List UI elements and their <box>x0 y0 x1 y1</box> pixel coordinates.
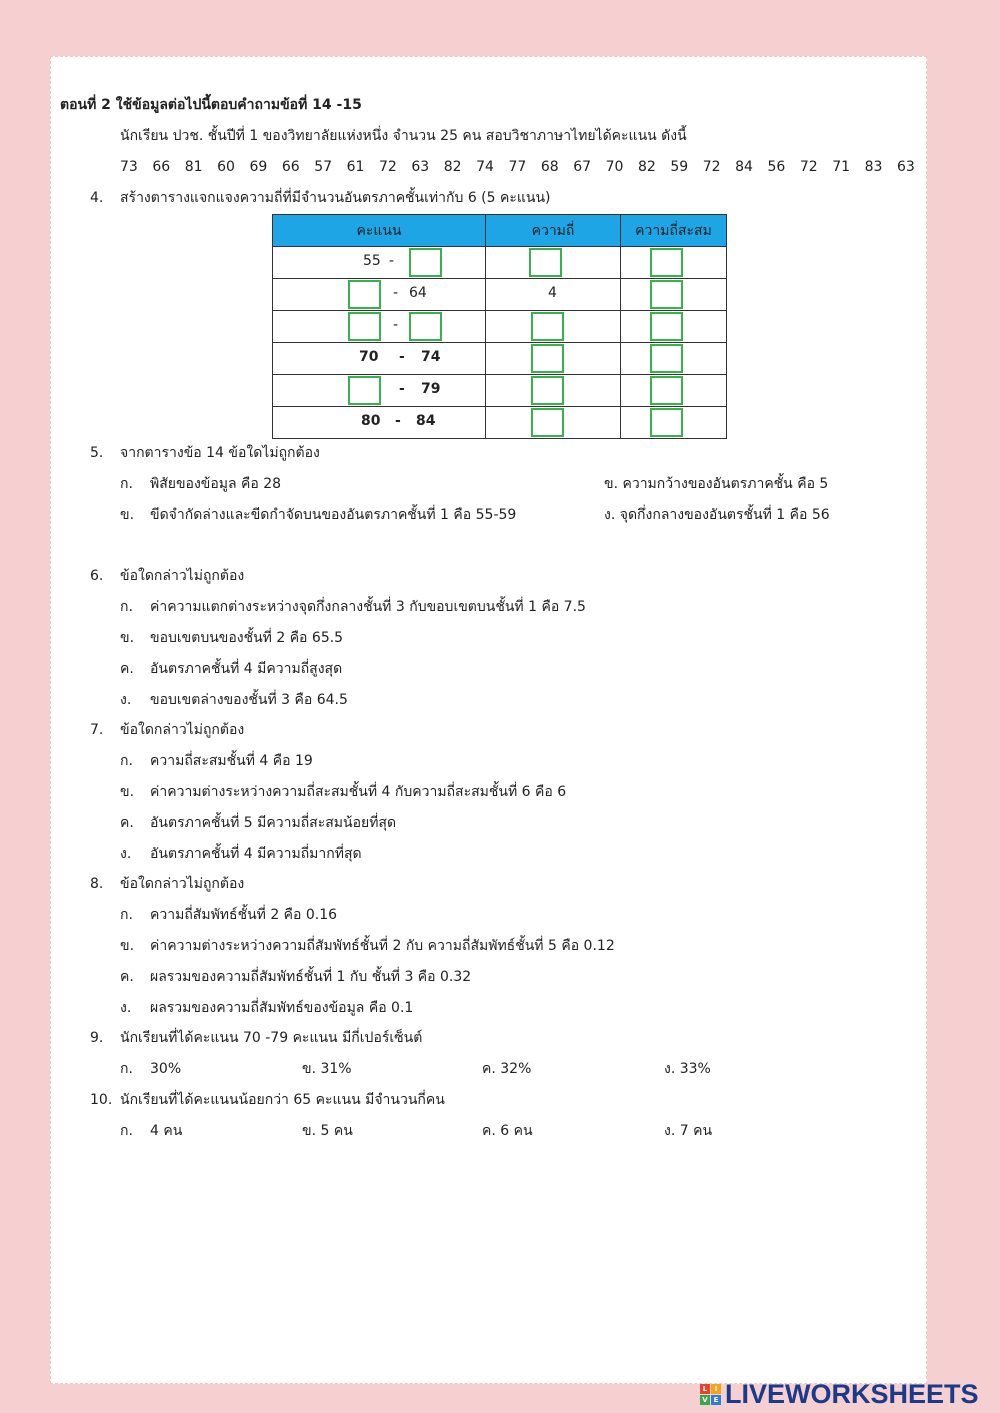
logo-block: E <box>711 1395 721 1405</box>
option-letter: ข. <box>120 938 135 954</box>
score-value: 66 <box>281 159 300 175</box>
answer-input-box[interactable] <box>650 344 683 373</box>
score-value: 83 <box>864 159 883 175</box>
option-letter: ก. <box>120 599 133 615</box>
logo-block: L <box>700 1384 710 1394</box>
table-row <box>273 407 727 439</box>
option-text: ง. 7 คน <box>664 1123 713 1139</box>
score-value: 72 <box>379 159 397 175</box>
option-letter: ค. <box>120 969 134 985</box>
answer-input-box[interactable] <box>650 280 683 309</box>
question-number: 6. <box>90 568 104 584</box>
section-title: ตอนที่ 2 ใช้ข้อมูลต่อไปนี้ตอบคำถามข้อที่ 14 -15 <box>60 97 362 113</box>
score-value: 60 <box>217 159 235 175</box>
answer-input-box[interactable] <box>531 408 564 437</box>
table-row <box>273 343 727 375</box>
score-value: 81 <box>184 159 203 175</box>
answer-input-box[interactable] <box>650 312 683 341</box>
option-letter: ข. <box>120 784 135 800</box>
question-text: ข้อใดกล่าวไม่ถูกต้อง <box>120 722 245 738</box>
option-text: ค่าความต่างระหว่างความถี่สะสมชั้นที่ 4 กับความถี่สะสมชั้นที่ 6 คือ 6 <box>150 784 567 800</box>
answer-input-box[interactable] <box>531 344 564 373</box>
table-row <box>273 247 727 279</box>
class-lower-value: 70 <box>359 349 379 365</box>
answer-input-box[interactable] <box>348 312 381 341</box>
class-upper-value: 74 <box>421 349 441 365</box>
question-text: นักเรียนที่ได้คะแนนน้อยกว่า 65 คะแนน มีจำนวนกี่คน <box>120 1092 445 1108</box>
class-dash: - <box>393 317 399 333</box>
answer-input-box[interactable] <box>409 248 442 277</box>
answer-input-box[interactable] <box>650 408 683 437</box>
question-text: จากตารางข้อ 14 ข้อใดไม่ถูกต้อง <box>120 445 320 461</box>
option-letter: ก. <box>120 753 133 769</box>
option-text: อันตรภาคชั้นที่ 5 มีความถี่สะสมน้อยที่สุด <box>150 815 397 831</box>
table-row <box>273 279 727 311</box>
option-letter: ง. <box>120 846 132 862</box>
answer-input-box[interactable] <box>348 376 381 405</box>
option-text: ขีดจำกัดล่างและขีดกำจัดบนของอันตรภาคชั้นที่ 1 คือ 55-59 <box>150 507 517 523</box>
score-value: 77 <box>508 159 527 175</box>
score-value: 59 <box>670 159 689 175</box>
liveworksheets-logo <box>700 1378 979 1410</box>
intro-text: นักเรียน ปวช. ชั้นปีที่ 1 ของวิทยาลัยแห่งหนึ่ง จำนวน 25 คน สอบวิชาภาษาไทยได้คะแนน ดังนี้ <box>120 128 687 144</box>
score-value: 84 <box>735 159 753 175</box>
class-upper-value: 84 <box>416 413 436 429</box>
option-text: ค่าความแตกต่างระหว่างจุดกึ่งกลางชั้นที่ 3 กับขอบเขตบนชั้นที่ 1 คือ 7.5 <box>150 599 586 615</box>
option-letter: ข. <box>120 507 135 523</box>
logo-block: I <box>711 1384 721 1394</box>
option-letter: ค. <box>120 815 134 831</box>
option-text: ค. 6 คน <box>482 1123 533 1139</box>
option-text: ขอบเขตล่างของชั้นที่ 3 คือ 64.5 <box>150 692 348 708</box>
question-text: นักเรียนที่ได้คะแนน 70 -79 คะแนน มีกี่เปอร์เซ็นต์ <box>120 1030 423 1046</box>
answer-input-box[interactable] <box>348 280 381 309</box>
option-text: ขอบเขตบนของชั้นที่ 2 คือ 65.5 <box>150 630 344 646</box>
score-value: 82 <box>638 159 656 175</box>
option-text: ข. 31% <box>302 1061 352 1077</box>
score-value: 67 <box>573 159 592 175</box>
question-text: ข้อใดกล่าวไม่ถูกต้อง <box>120 876 245 892</box>
score-value: 70 <box>605 159 624 175</box>
option-text: ข. 5 คน <box>302 1123 353 1139</box>
question-number: 9. <box>90 1030 104 1046</box>
score-value: 72 <box>799 159 818 175</box>
question-text: ข้อใดกล่าวไม่ถูกต้อง <box>120 568 245 584</box>
question-number: 7. <box>90 722 104 738</box>
table-header-cumulative: ความถี่สะสม <box>621 215 727 247</box>
option-letter: ก. <box>120 907 133 923</box>
score-value: 71 <box>832 159 851 175</box>
option-letter: ก. <box>120 1061 133 1077</box>
table-header-frequency: ความถี่ <box>486 215 621 247</box>
answer-input-box[interactable] <box>531 376 564 405</box>
option-text: ความถี่สะสมชั้นที่ 4 คือ 19 <box>150 753 313 769</box>
class-dash: - <box>399 381 405 397</box>
option-text: อันตรภาคชั้นที่ 4 มีความถี่สูงสุด <box>150 661 343 677</box>
question-number: 10. <box>90 1092 113 1108</box>
class-lower-value: 80 <box>361 413 381 429</box>
option-text: ง. จุดกึ่งกลางของอันตรชั้นที่ 1 คือ 56 <box>604 507 830 523</box>
option-text: ค. 32% <box>482 1061 532 1077</box>
option-text: อันตรภาคชั้นที่ 4 มีความถี่มากที่สุด <box>150 846 362 862</box>
class-dash: - <box>399 349 405 365</box>
score-value: 66 <box>152 159 171 175</box>
score-value: 73 <box>120 159 138 175</box>
class-upper-value: 79 <box>421 381 441 397</box>
question-number: 8. <box>90 876 104 892</box>
score-value: 56 <box>767 159 786 175</box>
answer-input-box[interactable] <box>531 312 564 341</box>
option-letter: ก. <box>120 476 133 492</box>
answer-input-box[interactable] <box>409 312 442 341</box>
option-text: ค่าความต่างระหว่างความถี่สัมพัทธ์ชั้นที่ 2 กับ ความถี่สัมพัทธ์ชั้นที่ 5 คือ 0.12 <box>150 938 615 954</box>
logo-blocks-icon <box>700 1384 721 1405</box>
option-text: ข. ความกว้างของอันตรภาคชั้น คือ 5 <box>604 476 829 492</box>
score-value: 63 <box>897 159 915 175</box>
option-text: 4 คน <box>150 1123 183 1139</box>
score-value: 61 <box>346 159 365 175</box>
answer-input-box[interactable] <box>650 376 683 405</box>
table-row <box>273 311 727 343</box>
question-number: 5. <box>90 445 104 461</box>
answer-input-box[interactable] <box>650 248 683 277</box>
score-value: 82 <box>443 159 462 175</box>
question-number: 4. <box>90 190 104 206</box>
score-value: 63 <box>411 159 430 175</box>
logo-block: V <box>700 1395 710 1405</box>
question-text: สร้างตารางแจกแจงความถี่ที่มีจำนวนอันตรภาคชั้นเท่ากับ 6 (5 คะแนน) <box>120 190 551 206</box>
option-letter: ง. <box>120 1000 132 1016</box>
option-text: 30% <box>150 1061 182 1077</box>
scores-row <box>120 159 915 175</box>
option-text: ง. 33% <box>664 1061 711 1077</box>
option-letter: ข. <box>120 630 135 646</box>
class-dash: - <box>389 253 395 269</box>
class-dash: - <box>395 413 401 429</box>
option-text: ผลรวมของความถี่สัมพัทธ์ชั้นที่ 1 กับ ชั้นที่ 3 คือ 0.32 <box>150 969 472 985</box>
option-letter: ก. <box>120 1123 133 1139</box>
class-lower-value: 55 <box>363 253 381 269</box>
score-value: 68 <box>540 159 559 175</box>
table-row <box>273 375 727 407</box>
score-value: 74 <box>476 159 494 175</box>
option-letter: ง. <box>120 692 132 708</box>
option-letter: ค. <box>120 661 134 677</box>
logo-text: LIVEWORKSHEETS <box>725 1378 979 1409</box>
score-value: 69 <box>249 159 268 175</box>
score-value: 72 <box>702 159 721 175</box>
option-text: ผลรวมของความถี่สัมพัทธ์ของข้อมูล คือ 0.1 <box>150 1000 414 1016</box>
option-text: ความถี่สัมพัทธ์ชั้นที่ 2 คือ 0.16 <box>150 907 338 923</box>
table-header-score: คะแนน <box>273 215 486 247</box>
class-dash: - <box>393 285 399 301</box>
answer-input-box[interactable] <box>529 248 562 277</box>
frequency-table <box>272 214 727 439</box>
frequency-value: 4 <box>548 285 557 301</box>
score-value: 57 <box>314 159 333 175</box>
option-text: พิสัยของข้อมูล คือ 28 <box>150 476 282 492</box>
class-upper-value: 64 <box>409 285 427 301</box>
